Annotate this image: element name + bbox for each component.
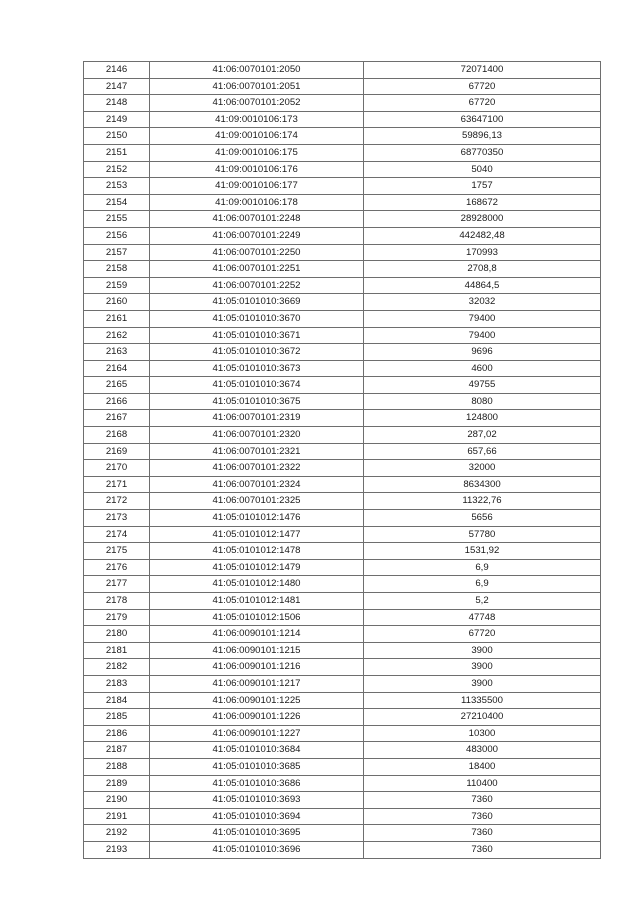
cadastral-value-cell: 1531,92 xyxy=(364,543,601,560)
cadastral-number-cell: 41:05:0101010:3693 xyxy=(150,792,364,809)
cadastral-number-cell: 41:06:0090101:1214 xyxy=(150,626,364,643)
cadastral-value-cell: 8080 xyxy=(364,393,601,410)
row-number-cell: 2172 xyxy=(84,493,150,510)
row-number-cell: 2151 xyxy=(84,144,150,161)
row-number-cell: 2152 xyxy=(84,161,150,178)
cadastral-number-cell: 41:05:0101010:3671 xyxy=(150,327,364,344)
row-number-cell: 2183 xyxy=(84,675,150,692)
table-row xyxy=(84,510,601,527)
cadastral-number-cell: 41:05:0101010:3674 xyxy=(150,377,364,394)
cadastral-value-cell: 57780 xyxy=(364,526,601,543)
cadastral-value-cell: 6,9 xyxy=(364,559,601,576)
row-number-cell: 2179 xyxy=(84,609,150,626)
cadastral-number-cell: 41:06:0070101:2320 xyxy=(150,427,364,444)
cadastral-number-cell: 41:06:0070101:2051 xyxy=(150,78,364,95)
table-row xyxy=(84,128,601,145)
cadastral-number-cell: 41:05:0101010:3675 xyxy=(150,393,364,410)
row-number-cell: 2167 xyxy=(84,410,150,427)
cadastral-number-cell: 41:06:0090101:1217 xyxy=(150,675,364,692)
cadastral-number-cell: 41:06:0090101:1215 xyxy=(150,642,364,659)
table-row xyxy=(84,178,601,195)
cadastral-number-cell: 41:05:0101010:3695 xyxy=(150,825,364,842)
cadastral-value-cell: 7360 xyxy=(364,792,601,809)
cadastral-number-cell: 41:06:0070101:2324 xyxy=(150,476,364,493)
cadastral-number-cell: 41:06:0070101:2248 xyxy=(150,211,364,228)
cadastral-value-cell: 110400 xyxy=(364,775,601,792)
row-number-cell: 2150 xyxy=(84,128,150,145)
cadastral-number-cell: 41:06:0090101:1225 xyxy=(150,692,364,709)
row-number-cell: 2155 xyxy=(84,211,150,228)
cadastral-number-cell: 41:06:0070101:2251 xyxy=(150,261,364,278)
table-row xyxy=(84,792,601,809)
cadastral-number-cell: 41:05:0101012:1477 xyxy=(150,526,364,543)
table-row xyxy=(84,709,601,726)
row-number-cell: 2171 xyxy=(84,476,150,493)
row-number-cell: 2175 xyxy=(84,543,150,560)
table-row xyxy=(84,327,601,344)
cadastral-value-cell: 287,02 xyxy=(364,427,601,444)
cadastral-number-cell: 41:06:0070101:2319 xyxy=(150,410,364,427)
cadastral-value-cell: 170993 xyxy=(364,244,601,261)
row-number-cell: 2185 xyxy=(84,709,150,726)
cadastral-number-cell: 41:05:0101012:1476 xyxy=(150,510,364,527)
row-number-cell: 2189 xyxy=(84,775,150,792)
cadastral-value-cell: 7360 xyxy=(364,825,601,842)
cadastral-value-cell: 67720 xyxy=(364,78,601,95)
row-number-cell: 2187 xyxy=(84,742,150,759)
row-number-cell: 2176 xyxy=(84,559,150,576)
cadastral-value-cell: 4600 xyxy=(364,360,601,377)
table-row xyxy=(84,360,601,377)
cadastral-value-cell: 7360 xyxy=(364,841,601,858)
cadastral-value-cell: 9696 xyxy=(364,344,601,361)
cadastral-number-cell: 41:05:0101010:3669 xyxy=(150,294,364,311)
table-row xyxy=(84,427,601,444)
row-number-cell: 2159 xyxy=(84,277,150,294)
cadastral-value-cell: 44864,5 xyxy=(364,277,601,294)
table-row xyxy=(84,161,601,178)
row-number-cell: 2160 xyxy=(84,294,150,311)
table-row xyxy=(84,841,601,858)
cadastral-value-cell: 5040 xyxy=(364,161,601,178)
cadastral-number-cell: 41:05:0101012:1506 xyxy=(150,609,364,626)
cadastral-number-cell: 41:09:0010106:176 xyxy=(150,161,364,178)
row-number-cell: 2188 xyxy=(84,758,150,775)
row-number-cell: 2147 xyxy=(84,78,150,95)
table-row xyxy=(84,227,601,244)
cadastral-number-cell: 41:06:0070101:2249 xyxy=(150,227,364,244)
cadastral-number-cell: 41:06:0070101:2322 xyxy=(150,460,364,477)
cadastral-number-cell: 41:06:0070101:2321 xyxy=(150,443,364,460)
cadastral-value-cell: 2708,8 xyxy=(364,261,601,278)
cadastral-value-cell: 72071400 xyxy=(364,62,601,79)
table-row xyxy=(84,443,601,460)
cadastral-value-cell: 6,9 xyxy=(364,576,601,593)
row-number-cell: 2146 xyxy=(84,62,150,79)
cadastral-value-cell: 67720 xyxy=(364,626,601,643)
table-row xyxy=(84,576,601,593)
cadastral-number-cell: 41:05:0101010:3684 xyxy=(150,742,364,759)
cadastral-number-cell: 41:05:0101012:1480 xyxy=(150,576,364,593)
cadastral-value-cell: 67720 xyxy=(364,95,601,112)
cadastral-value-cell: 8634300 xyxy=(364,476,601,493)
table-row xyxy=(84,78,601,95)
cadastral-number-cell: 41:05:0101010:3670 xyxy=(150,310,364,327)
cadastral-value-cell: 10300 xyxy=(364,725,601,742)
cadastral-value-cell: 68770350 xyxy=(364,144,601,161)
table-row xyxy=(84,543,601,560)
row-number-cell: 2180 xyxy=(84,626,150,643)
cadastral-number-cell: 41:09:0010106:173 xyxy=(150,111,364,128)
table-row xyxy=(84,559,601,576)
row-number-cell: 2164 xyxy=(84,360,150,377)
table-row xyxy=(84,476,601,493)
cadastral-number-cell: 41:05:0101010:3694 xyxy=(150,808,364,825)
row-number-cell: 2191 xyxy=(84,808,150,825)
row-number-cell: 2182 xyxy=(84,659,150,676)
row-number-cell: 2192 xyxy=(84,825,150,842)
cadastral-number-cell: 41:05:0101010:3672 xyxy=(150,344,364,361)
cadastral-value-cell: 49755 xyxy=(364,377,601,394)
cadastral-value-table xyxy=(83,61,601,859)
cadastral-value-cell: 7360 xyxy=(364,808,601,825)
cadastral-number-cell: 41:05:0101010:3685 xyxy=(150,758,364,775)
row-number-cell: 2190 xyxy=(84,792,150,809)
table-row xyxy=(84,725,601,742)
table-row xyxy=(84,261,601,278)
row-number-cell: 2177 xyxy=(84,576,150,593)
cadastral-value-cell: 1757 xyxy=(364,178,601,195)
table-body xyxy=(84,62,601,859)
cadastral-number-cell: 41:05:0101012:1478 xyxy=(150,543,364,560)
row-number-cell: 2149 xyxy=(84,111,150,128)
cadastral-number-cell: 41:06:0070101:2325 xyxy=(150,493,364,510)
cadastral-value-cell: 124800 xyxy=(364,410,601,427)
cadastral-number-cell: 41:09:0010106:178 xyxy=(150,194,364,211)
cadastral-number-cell: 41:06:0090101:1227 xyxy=(150,725,364,742)
table-row xyxy=(84,675,601,692)
row-number-cell: 2157 xyxy=(84,244,150,261)
cadastral-value-cell: 59896,13 xyxy=(364,128,601,145)
row-number-cell: 2158 xyxy=(84,261,150,278)
cadastral-number-cell: 41:05:0101010:3686 xyxy=(150,775,364,792)
cadastral-number-cell: 41:06:0070101:2250 xyxy=(150,244,364,261)
table-row xyxy=(84,277,601,294)
cadastral-number-cell: 41:09:0010106:175 xyxy=(150,144,364,161)
cadastral-number-cell: 41:06:0090101:1216 xyxy=(150,659,364,676)
row-number-cell: 2153 xyxy=(84,178,150,195)
cadastral-number-cell: 41:06:0070101:2252 xyxy=(150,277,364,294)
row-number-cell: 2184 xyxy=(84,692,150,709)
cadastral-value-cell: 47748 xyxy=(364,609,601,626)
cadastral-value-cell: 3900 xyxy=(364,642,601,659)
table-row xyxy=(84,62,601,79)
cadastral-value-cell: 79400 xyxy=(364,310,601,327)
table-row xyxy=(84,808,601,825)
table-row xyxy=(84,659,601,676)
table-row xyxy=(84,642,601,659)
cadastral-number-cell: 41:09:0010106:177 xyxy=(150,178,364,195)
table-row xyxy=(84,194,601,211)
cadastral-number-cell: 41:05:0101012:1479 xyxy=(150,559,364,576)
row-number-cell: 2161 xyxy=(84,310,150,327)
table-row xyxy=(84,775,601,792)
table-row xyxy=(84,410,601,427)
row-number-cell: 2166 xyxy=(84,393,150,410)
cadastral-value-cell: 11335500 xyxy=(364,692,601,709)
table-row xyxy=(84,609,601,626)
row-number-cell: 2162 xyxy=(84,327,150,344)
row-number-cell: 2169 xyxy=(84,443,150,460)
table-row xyxy=(84,111,601,128)
row-number-cell: 2154 xyxy=(84,194,150,211)
table-row xyxy=(84,95,601,112)
cadastral-number-cell: 41:05:0101012:1481 xyxy=(150,593,364,610)
row-number-cell: 2174 xyxy=(84,526,150,543)
cadastral-number-cell: 41:05:0101010:3673 xyxy=(150,360,364,377)
cadastral-value-cell: 5656 xyxy=(364,510,601,527)
table-row xyxy=(84,393,601,410)
cadastral-value-cell: 27210400 xyxy=(364,709,601,726)
table-row xyxy=(84,310,601,327)
row-number-cell: 2186 xyxy=(84,725,150,742)
cadastral-value-cell: 3900 xyxy=(364,659,601,676)
table-row xyxy=(84,294,601,311)
cadastral-number-cell: 41:05:0101010:3696 xyxy=(150,841,364,858)
row-number-cell: 2148 xyxy=(84,95,150,112)
cadastral-value-cell: 168672 xyxy=(364,194,601,211)
cadastral-value-cell: 63647100 xyxy=(364,111,601,128)
table-row xyxy=(84,244,601,261)
cadastral-value-cell: 5,2 xyxy=(364,593,601,610)
table-row xyxy=(84,742,601,759)
cadastral-number-cell: 41:06:0070101:2052 xyxy=(150,95,364,112)
table-row xyxy=(84,626,601,643)
table-row xyxy=(84,825,601,842)
table-row xyxy=(84,377,601,394)
row-number-cell: 2173 xyxy=(84,510,150,527)
table-row xyxy=(84,344,601,361)
cadastral-value-cell: 28928000 xyxy=(364,211,601,228)
cadastral-number-cell: 41:06:0090101:1226 xyxy=(150,709,364,726)
cadastral-value-cell: 3900 xyxy=(364,675,601,692)
table-row xyxy=(84,692,601,709)
cadastral-value-cell: 442482,48 xyxy=(364,227,601,244)
cadastral-value-cell: 11322,76 xyxy=(364,493,601,510)
cadastral-value-cell: 657,66 xyxy=(364,443,601,460)
row-number-cell: 2163 xyxy=(84,344,150,361)
cadastral-number-cell: 41:09:0010106:174 xyxy=(150,128,364,145)
cadastral-value-cell: 79400 xyxy=(364,327,601,344)
cadastral-value-cell: 483000 xyxy=(364,742,601,759)
row-number-cell: 2181 xyxy=(84,642,150,659)
table-row xyxy=(84,493,601,510)
table-row xyxy=(84,211,601,228)
row-number-cell: 2193 xyxy=(84,841,150,858)
row-number-cell: 2170 xyxy=(84,460,150,477)
cadastral-value-cell: 32032 xyxy=(364,294,601,311)
table-row xyxy=(84,593,601,610)
cadastral-value-cell: 32000 xyxy=(364,460,601,477)
row-number-cell: 2165 xyxy=(84,377,150,394)
row-number-cell: 2156 xyxy=(84,227,150,244)
cadastral-value-cell: 18400 xyxy=(364,758,601,775)
table-row xyxy=(84,758,601,775)
row-number-cell: 2178 xyxy=(84,593,150,610)
cadastral-number-cell: 41:06:0070101:2050 xyxy=(150,62,364,79)
table-row xyxy=(84,526,601,543)
row-number-cell: 2168 xyxy=(84,427,150,444)
table-row xyxy=(84,144,601,161)
table-row xyxy=(84,460,601,477)
